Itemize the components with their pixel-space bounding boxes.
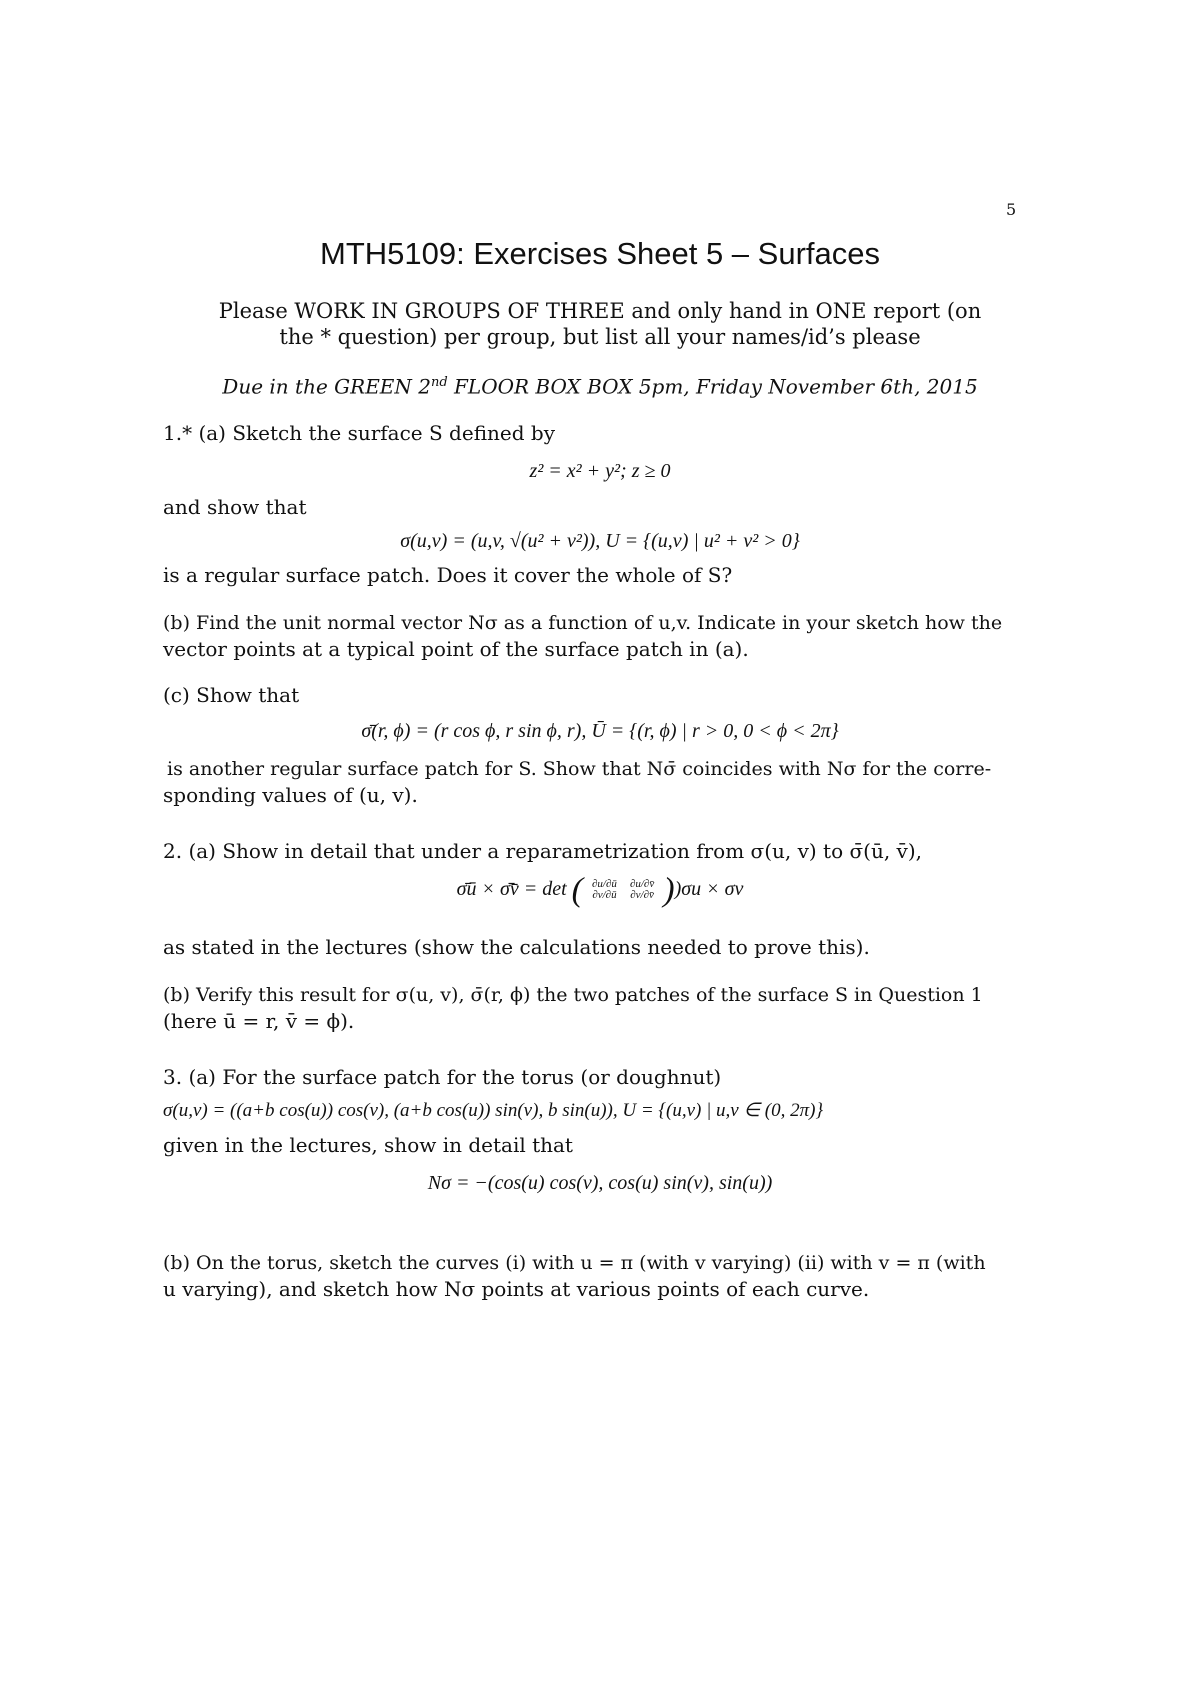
q1-c-intro: (c) Show that	[163, 683, 300, 707]
q1-equation-polar: σ̄(r, ϕ) = (r cos ϕ, r sin ϕ, r), Ū = {(r, ϕ) | r > 0, 0 < ϕ < 2π}	[361, 720, 839, 742]
q2-matrix-a: ∂u/∂ū	[592, 878, 617, 891]
page-number: 5	[1006, 200, 1017, 219]
q1-show-that: and show that	[163, 495, 307, 519]
q3-a-intro: 3. (a) For the surface patch for the torus (or doughnut)	[163, 1065, 722, 1089]
q2-eq-right: )σu × σv	[674, 878, 744, 900]
due-sup: nd	[430, 375, 448, 390]
q1-equation-patch: σ(u,v) = (u,v, √(u² + v²)), U = {(u,v) | u² + v² > 0}	[400, 530, 800, 552]
q3-equation-torus: σ(u,v) = ((a+b cos(u)) cos(v), (a+b cos(u)) sin(v), b sin(u)), U = {(u,v) | u,v ∈ (0, 2π)}	[163, 1100, 824, 1121]
due-before: Due in the GREEN 2	[222, 374, 431, 399]
q2-stated: as stated in the lectures (show the calculations needed to prove this).	[163, 935, 870, 959]
q1-a-intro: 1.* (a) Sketch the surface S defined by	[163, 421, 556, 445]
q1-b-line-2: vector points at a typical point of the surface patch in (a).	[163, 637, 749, 661]
q2-matrix-col-2	[630, 879, 654, 901]
q2-matrix-c: ∂v/∂ū	[592, 889, 617, 902]
due-after: FLOOR BOX BOX 5pm, Friday November 6th, 2015	[447, 374, 978, 399]
q2-b-line-1: (b) Verify this result for σ(u, v), σ̄(r, ϕ) the two patches of the surface S in Question 1	[163, 984, 983, 1006]
q3-equation-normal: Nσ = −(cos(u) cos(v), cos(u) sin(v), sin(u))	[427, 1172, 773, 1194]
q2-b-line-2: (here ū = r, v̄ = ϕ).	[163, 1009, 355, 1033]
q2-matrix-col-1	[592, 879, 617, 901]
q3-b-line-1: (b) On the torus, sketch the curves (i) with u = π (with v varying) (ii) with v = π (with	[163, 1252, 986, 1274]
q2-a-intro: 2. (a) Show in detail that under a reparametrization from σ(u, v) to σ̄(ū, v̄),	[163, 839, 923, 863]
q2-matrix-b: ∂u/∂v̄	[629, 878, 655, 891]
due-date-line	[0, 370, 1200, 400]
q1-c-line-1: is another regular surface patch for S. Show that Nσ̄ coincides with Nσ for the corre-	[167, 758, 992, 780]
q1-c-line-2: sponding values of (u, v).	[163, 783, 418, 807]
q1-equation-cone: z² = x² + y²; z ≥ 0	[529, 460, 671, 482]
instructions-line-2: the * question) per group, but list all your names/id’s please	[279, 325, 921, 349]
q2-paren-open: (	[571, 871, 583, 909]
sheet-title: MTH5109: Exercises Sheet 5 – Surfaces	[320, 236, 880, 271]
q2-matrix-d: ∂v/∂v̄	[630, 889, 654, 902]
q3-given: given in the lectures, show in detail that	[163, 1133, 573, 1157]
instructions-line-1: Please WORK IN GROUPS OF THREE and only hand in ONE report (on	[218, 299, 982, 323]
q2-paren-close: )	[663, 871, 675, 909]
q3-b-line-2: u varying), and sketch how Nσ points at various points of each curve.	[163, 1277, 870, 1301]
q2-eq-left: σ̄ū × σ̄v̄ = det	[456, 878, 567, 900]
q1-regular: is a regular surface patch. Does it cover the whole of S?	[163, 563, 733, 587]
q2-equation	[0, 871, 1200, 909]
q1-b-line-1: (b) Find the unit normal vector Nσ as a function of u,v. Indicate in your sketch how the	[163, 612, 1003, 634]
